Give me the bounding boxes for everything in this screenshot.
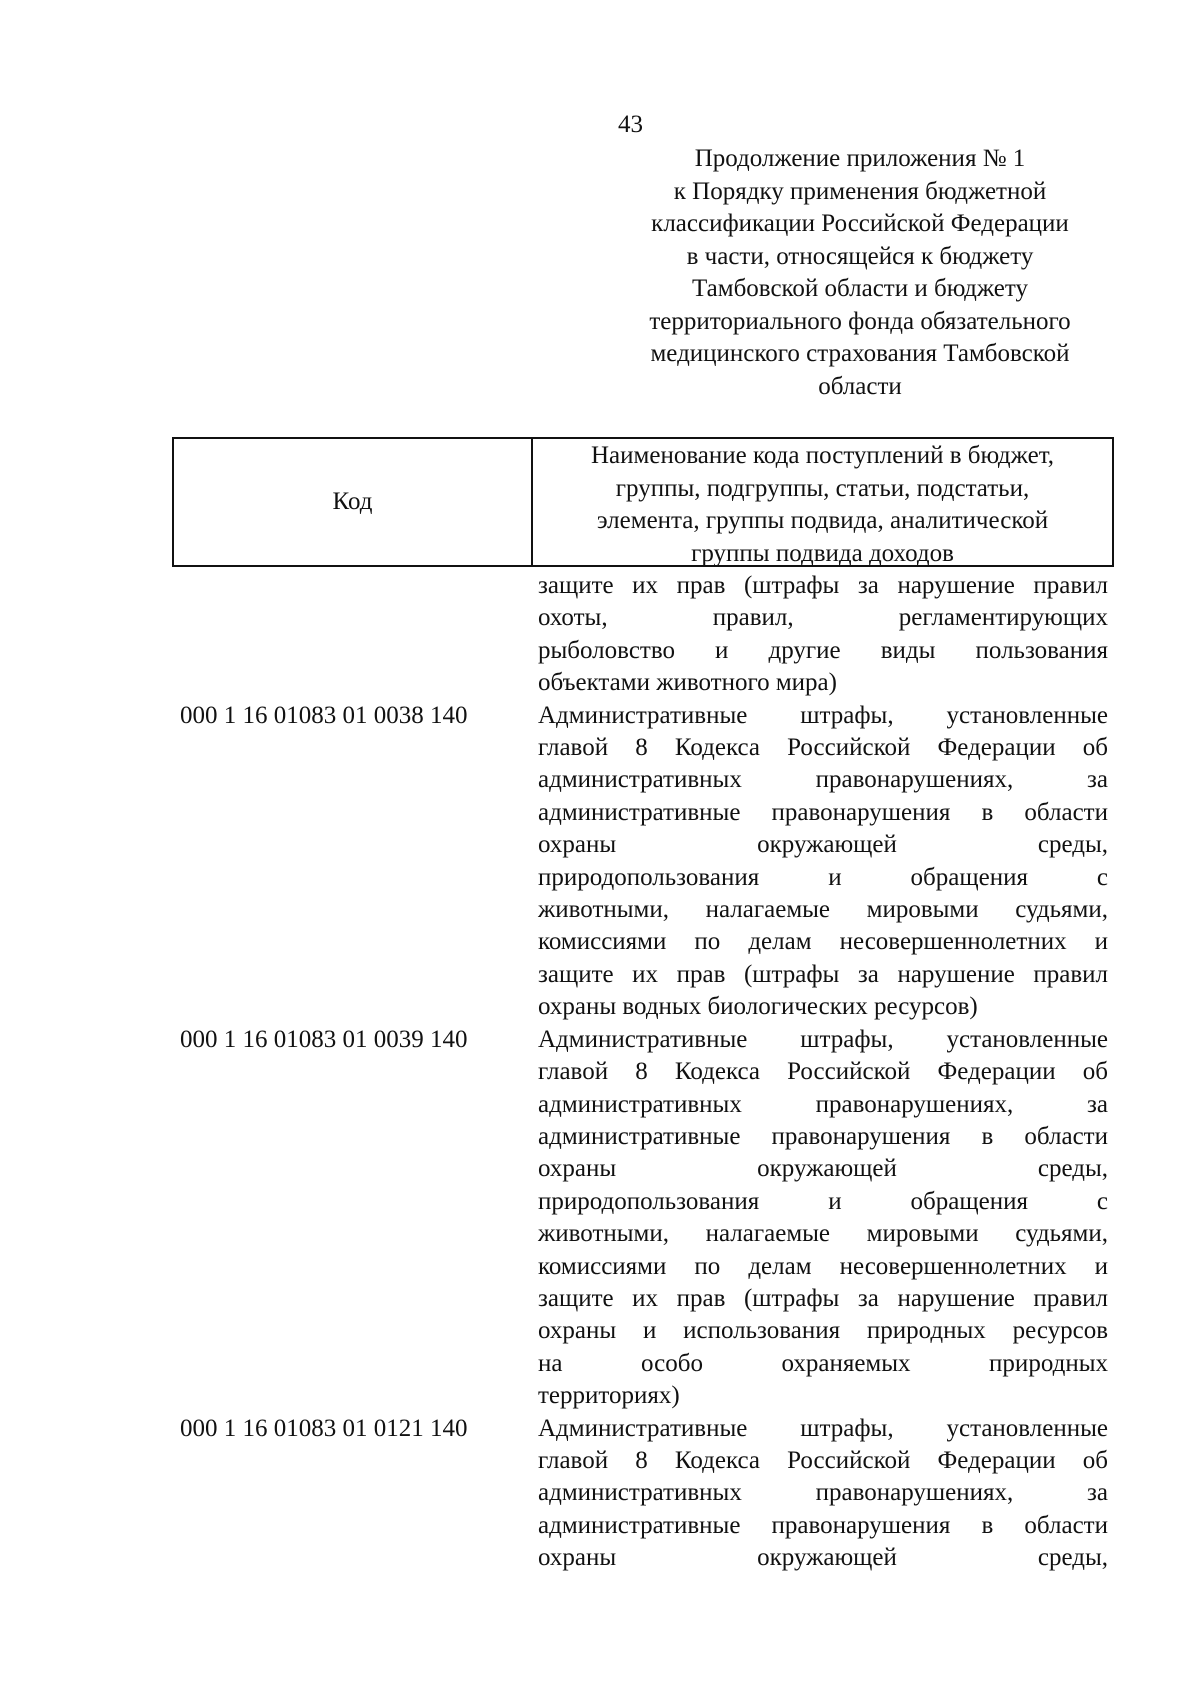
description-line: административные правонарушения в области xyxy=(538,1122,1108,1150)
description-line: рыболовство и другие виды пользования xyxy=(538,636,1108,664)
description-line: охраны и использования природных ресурсов xyxy=(538,1317,1108,1345)
description-line: главой 8 Кодекса Российской Федерации об xyxy=(538,1446,1108,1474)
appendix-header-line: Продолжение приложения № 1 xyxy=(694,145,1026,172)
description-line: охраны окружающей среды, xyxy=(538,1544,1108,1572)
description-line: административных правонарушениях, за xyxy=(538,1090,1108,1118)
description-line: административных правонарушениях, за xyxy=(538,766,1108,794)
row-description xyxy=(538,1024,1108,1413)
column-header-code: Код xyxy=(174,439,533,565)
description-line: главой 8 Кодекса Российской Федерации об xyxy=(538,734,1108,762)
table-row xyxy=(0,700,1200,1024)
description-line: природопользования и обращения с xyxy=(538,1187,1108,1215)
table-body xyxy=(0,570,1200,1575)
appendix-header-line: в части, относящейся к бюджету xyxy=(686,242,1034,270)
column-header-name-line: Наименование кода поступлений в бюджет, xyxy=(591,442,1054,469)
appendix-header-line: Тамбовской области и бюджету xyxy=(692,275,1028,302)
appendix-header-line: территориального фонда обязательного xyxy=(649,307,1071,335)
appendix-header xyxy=(610,143,1110,403)
description-line: защите их прав (штрафы за нарушение правил xyxy=(538,960,1108,988)
description-line: главой 8 Кодекса Российской Федерации об xyxy=(538,1058,1108,1086)
description-line: защите их прав (штрафы за нарушение правил xyxy=(538,572,1108,599)
description-line: Административные штрафы, установленные xyxy=(538,1025,1108,1053)
description-line: комиссиями по делам несовершеннолетних и xyxy=(538,928,1108,956)
row-code: 000 1 16 01083 01 0039 140 xyxy=(180,1025,468,1053)
description-line: объектами животного мира) xyxy=(538,669,837,697)
table-row xyxy=(0,1024,1200,1413)
column-header-name xyxy=(533,439,1112,565)
description-line: защите их прав (штрафы за нарушение правил xyxy=(538,1284,1108,1312)
description-line: на особо охраняемых природных xyxy=(538,1349,1108,1377)
description-line: административные правонарушения в области xyxy=(538,798,1108,826)
table-row xyxy=(0,1413,1200,1575)
row-description xyxy=(538,700,1108,1024)
appendix-header-line: медицинского страхования Тамбовской xyxy=(650,340,1070,367)
row-description xyxy=(538,570,1108,700)
row-code: 000 1 16 01083 01 0038 140 xyxy=(180,701,468,729)
table-header xyxy=(172,437,1114,567)
row-code: 000 1 16 01083 01 0121 140 xyxy=(180,1414,468,1442)
table-row xyxy=(0,570,1200,700)
column-header-name-line: группы, подгруппы, статьи, подстатьи, xyxy=(615,474,1030,502)
column-header-name-line: группы подвида доходов xyxy=(691,539,954,567)
description-line: административных правонарушениях, за xyxy=(538,1479,1108,1507)
description-line: охраны водных биологических ресурсов) xyxy=(538,993,978,1021)
description-line: природопользования и обращения с xyxy=(538,863,1108,891)
description-line: Административные штрафы, установленные xyxy=(538,1414,1108,1442)
description-line: животными, налагаемые мировыми судьями, xyxy=(538,1220,1108,1248)
description-line: Административные штрафы, установленные xyxy=(538,701,1108,729)
description-line: административные правонарушения в области xyxy=(538,1511,1108,1539)
description-line: территориях) xyxy=(538,1382,680,1410)
description-line: охоты, правил, регламентирующих xyxy=(538,604,1108,632)
description-line: охраны окружающей среды, xyxy=(538,1155,1108,1183)
description-line: охраны окружающей среды, xyxy=(538,831,1108,859)
appendix-header-line: классификации Российской Федерации xyxy=(651,210,1069,237)
description-line: комиссиями по делам несовершеннолетних и xyxy=(538,1252,1108,1280)
appendix-header-line: к Порядку применения бюджетной xyxy=(673,177,1047,205)
description-line: животными, налагаемые мировыми судьями, xyxy=(538,896,1108,924)
row-description xyxy=(538,1413,1108,1575)
appendix-header-line: области xyxy=(818,372,902,400)
column-header-name-line: элемента, группы подвида, аналитической xyxy=(596,507,1049,534)
page-number: 43 xyxy=(618,111,643,138)
